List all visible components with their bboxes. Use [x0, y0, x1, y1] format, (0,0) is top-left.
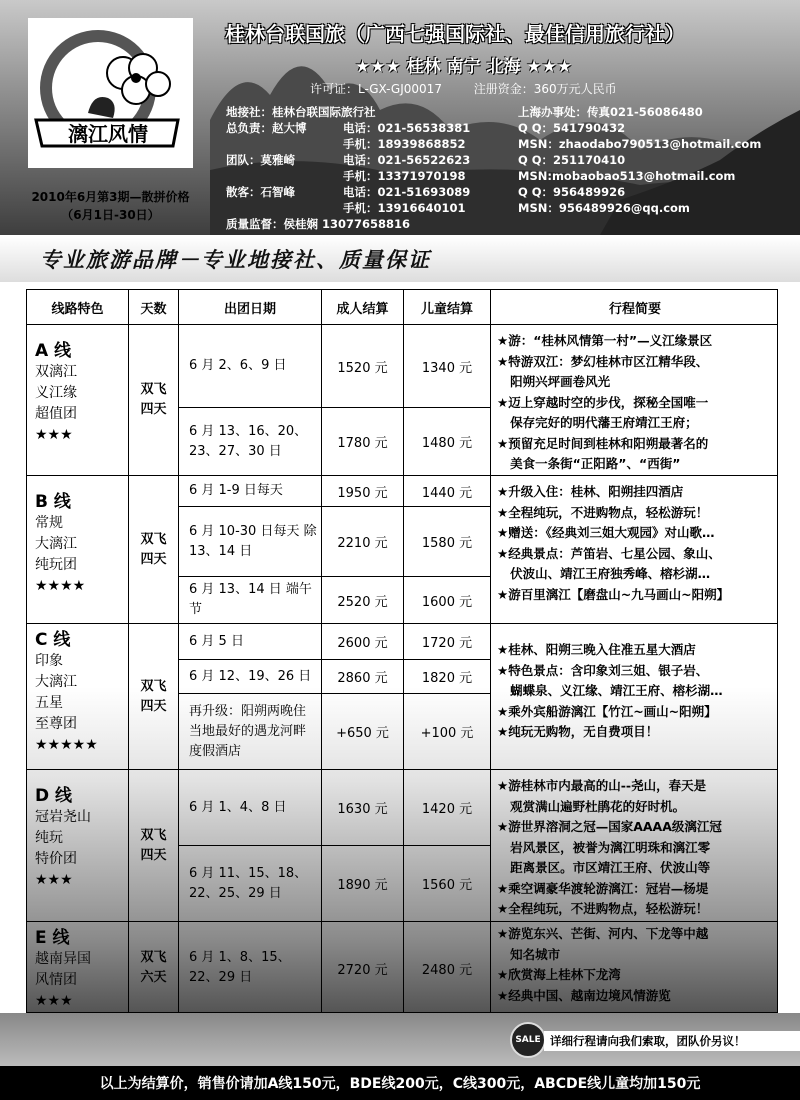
- departure-dates: 6 月 1-9 日每天: [179, 476, 322, 507]
- departure-dates: 6 月 12、19、26 日: [179, 660, 322, 694]
- departure-dates: 6 月 2、6、9 日: [179, 325, 322, 408]
- adult-price: 2860 元: [322, 660, 404, 694]
- adult-price: 2520 元: [322, 577, 404, 624]
- route-days: [129, 325, 179, 476]
- child-price: 1440 元: [404, 476, 491, 507]
- slogan-text: 专业旅游品牌－专业地接社、质量保证: [40, 248, 431, 272]
- itinerary-line: ★游桂林市内最高的山--尧山，春天是: [497, 778, 707, 793]
- route-desc: 至尊团: [35, 716, 77, 732]
- route-name: E 线: [35, 928, 70, 948]
- adult-price: 1630 元: [322, 770, 404, 846]
- contact-tel: 电话：021-51693089: [343, 185, 471, 199]
- col-header-days: 天数: [129, 290, 179, 325]
- issue-dates: （6月1日-30日）: [61, 208, 160, 222]
- route-name: D 线: [35, 786, 73, 806]
- adult-price: 2600 元: [322, 624, 404, 660]
- license-info: [310, 80, 645, 97]
- contact-qq: Q Q：251170410: [518, 153, 626, 167]
- route-b: [27, 476, 129, 624]
- col-header-route: 线路特色: [27, 290, 129, 325]
- route-name: B 线: [35, 492, 71, 512]
- child-price: +100 元: [404, 694, 491, 770]
- contact-tel: 电话：021-56538381: [343, 121, 471, 135]
- upgrade-option: 再升级：阳朔两晚住当地最好的遇龙河畔度假酒店: [179, 694, 322, 770]
- route-desc: 印象: [35, 653, 63, 669]
- issue-info: [18, 188, 203, 224]
- itinerary-line: 蝴蝶泉、义江缘、靖江王府、榕杉湖…: [497, 683, 723, 698]
- route-desc: 越南异国: [35, 951, 91, 967]
- itinerary-line: 美食一条街“正阳路”、“西街”: [497, 456, 681, 471]
- route-desc: 大漓江: [35, 674, 77, 690]
- itinerary-line: ★游：“桂林风情第一村”—义江缘景区: [497, 333, 713, 348]
- itinerary-line: ★经典中国、越南边境风情游览: [497, 987, 671, 1003]
- child-price: 1420 元: [404, 770, 491, 846]
- contact-tel: 电话：021-56522623: [343, 153, 471, 167]
- child-price: 1480 元: [404, 408, 491, 476]
- contact-role: 散客：石智峰: [226, 185, 295, 199]
- sale-badge-icon: SALE: [510, 1022, 546, 1058]
- itinerary-line: 知名城市: [497, 946, 561, 962]
- col-header-adult: 成人结算: [322, 290, 404, 325]
- contact-qq: Q Q：956489926: [518, 185, 626, 199]
- adult-price: 1890 元: [322, 846, 404, 922]
- city-list: ★★★ 桂林 南宁 北海 ★★★: [355, 57, 573, 77]
- route-days: [129, 770, 179, 922]
- license-number: 许可证：L-GX-GJ00017: [310, 82, 442, 96]
- route-days: [129, 922, 179, 1013]
- adult-price: 1950 元: [322, 476, 404, 507]
- days-count: 四天: [140, 551, 167, 567]
- days-transport: 双飞: [140, 950, 167, 965]
- departure-dates: 6 月 1、4、8 日: [179, 770, 322, 846]
- days-count: 四天: [140, 698, 167, 714]
- route-desc: 五星: [35, 695, 63, 711]
- route-a: [27, 325, 129, 476]
- itinerary-line: ★游览东兴、芒街、河内、下龙等中越: [497, 926, 709, 941]
- itinerary-line: ★乘外宾船游漓江【竹江~画山~阳朔】: [497, 703, 717, 719]
- adult-price: +650 元: [322, 694, 404, 770]
- child-price: 1820 元: [404, 660, 491, 694]
- contact-qq: Q Q：541790432: [518, 121, 626, 135]
- itinerary-line: 伏波山、靖江王府独秀峰、榕杉湖…: [497, 566, 711, 581]
- route-days: [129, 624, 179, 770]
- contact-role: 总负责：赵大博: [226, 121, 307, 135]
- route-desc: 纯玩团: [35, 557, 77, 573]
- route-stars: ★★★★: [35, 578, 86, 594]
- itinerary-line: ★游世界溶洞之冠—国家AAAA级漓江冠: [497, 819, 722, 834]
- route-stars: ★★★: [35, 872, 73, 888]
- child-price: 2480 元: [404, 922, 491, 1013]
- itinerary-line: ★特游双江：梦幻桂林市区江精华段、: [497, 353, 709, 369]
- days-count: 六天: [140, 970, 167, 985]
- itinerary-e: [491, 922, 778, 1013]
- route-stars: ★★★: [35, 993, 73, 1009]
- child-price: 1720 元: [404, 624, 491, 660]
- route-desc: 风情团: [35, 972, 77, 988]
- route-desc: 大漓江: [35, 536, 77, 552]
- route-e: [27, 922, 129, 1013]
- contact-mobile: 手机：13371970198: [343, 169, 466, 183]
- registered-capital: 注册资金：360万元人民币: [473, 82, 617, 96]
- child-price: 1340 元: [404, 325, 491, 408]
- itinerary-line: 保存完好的明代藩王府靖江王府；: [497, 415, 698, 430]
- itinerary-line: ★游百里漓江【磨盘山~九马画山~阳朔】: [497, 586, 730, 602]
- days-transport: 双飞: [140, 827, 167, 843]
- local-agency: 地接社：桂林台联国际旅行社: [226, 105, 376, 119]
- route-c: [27, 624, 129, 770]
- route-desc: 义江缘: [35, 385, 77, 401]
- adult-price: 2210 元: [322, 507, 404, 577]
- route-desc: 冠岩尧山: [35, 809, 91, 825]
- itinerary-line: ★预留充足时间到桂林和阳朔最著名的: [497, 435, 709, 451]
- route-name: C 线: [35, 630, 71, 650]
- route-d: [27, 770, 129, 922]
- contact-mobile: 手机：18939868852: [343, 137, 466, 151]
- days-transport: 双飞: [140, 382, 167, 397]
- itinerary-line: ★欣赏海上桂林下龙湾: [497, 967, 621, 982]
- col-header-dates: 出团日期: [179, 290, 322, 325]
- child-price: 1600 元: [404, 577, 491, 624]
- price-table: [26, 289, 778, 1013]
- route-desc: 双漓江: [35, 364, 77, 380]
- itinerary-a: [491, 325, 778, 476]
- itinerary-line: ★全程纯玩，不进购物点，轻松游玩！: [497, 901, 709, 916]
- itinerary-c: [491, 624, 778, 770]
- departure-dates: 6 月 5 日: [179, 624, 322, 660]
- itinerary-line: ★桂林、阳朔三晚入住准五星大酒店: [497, 642, 696, 657]
- days-count: 四天: [140, 402, 167, 417]
- contact-msn: MSN:mobaobao513@hotmail.com: [518, 169, 736, 183]
- child-price: 1580 元: [404, 507, 491, 577]
- contact-mobile: 手机：13916640101: [343, 201, 466, 215]
- route-desc: 常规: [35, 515, 63, 531]
- departure-dates: 6 月 13、14 日 端午节: [179, 577, 322, 624]
- days-transport: 双飞: [140, 678, 167, 694]
- itinerary-b: [491, 476, 778, 624]
- days-transport: 双飞: [140, 531, 167, 547]
- adult-price: 2720 元: [322, 922, 404, 1013]
- route-desc: 超值团: [35, 406, 77, 422]
- itinerary-line: 岩风景区，被誉为漓江明珠和漓江零: [497, 839, 711, 855]
- slogan-band: [0, 236, 800, 282]
- sale-note: 详细行程请向我们索取，团队价另议！: [544, 1031, 800, 1051]
- col-header-child: 儿童结算: [404, 290, 491, 325]
- departure-dates: 6 月 10-30 日每天 除 13、14 日: [179, 507, 322, 577]
- route-name: A 线: [35, 341, 72, 361]
- departure-dates: 6 月 13、16、20、 23、27、30 日: [179, 408, 322, 476]
- contact-role: 团队：莫雅崎: [226, 153, 295, 167]
- route-desc: 纯玩: [35, 830, 63, 846]
- issue-period: 2010年6月第3期—散拼价格: [31, 190, 190, 204]
- col-header-itinerary: 行程简要: [491, 290, 778, 325]
- contact-msn: MSN：956489926@qq.com: [518, 201, 690, 215]
- days-count: 四天: [140, 847, 167, 863]
- itinerary-line: ★赠送：《经典刘三姐大观园》对山歌…: [497, 525, 715, 540]
- adult-price: 1780 元: [322, 408, 404, 476]
- child-price: 1560 元: [404, 846, 491, 922]
- itinerary-line: ★全程纯玩，不进购物点，轻松游玩！: [497, 504, 709, 520]
- footer-note: 以上为结算价，销售价请加A线150元，BDE线200元，C线300元，ABCDE线儿童均加150元: [0, 1066, 800, 1100]
- quality-supervisor: 质量监督：侯桂娴 13077658816: [226, 217, 411, 231]
- logo-emblem: [28, 18, 193, 168]
- itinerary-line: ★纯玩无购物，无自费项目！: [497, 724, 659, 739]
- agency-title: 桂林台联国旅（广西七强国际社、最佳信用旅行社）: [225, 22, 685, 46]
- adult-price: 1520 元: [322, 325, 404, 408]
- itinerary-line: ★升级入住：桂林、阳朔挂四酒店: [497, 484, 684, 499]
- itinerary-line: 距离景区。市区靖江王府、伏波山等: [497, 860, 711, 875]
- itinerary-line: ★乘空调豪华渡轮游漓江：冠岩—杨堤: [497, 880, 709, 896]
- itinerary-line: ★经典景点：芦笛岩、七星公园、象山、: [497, 545, 721, 561]
- route-desc: 特价团: [35, 851, 77, 867]
- contact-msn: MSN：zhaodabo790513@hotmail.com: [518, 137, 762, 151]
- route-stars: ★★★★★: [35, 737, 98, 753]
- itinerary-line: 阳朔兴坪画卷风光: [497, 374, 611, 389]
- itinerary-d: [491, 770, 778, 922]
- departure-dates: 6 月 1、8、15、 22、29 日: [179, 922, 322, 1013]
- itinerary-line: 观赏满山遍野杜鹃花的好时机。: [497, 798, 686, 814]
- itinerary-line: ★迈上穿越时空的步伐，探秘全国唯一: [497, 394, 709, 410]
- route-days: [129, 476, 179, 624]
- itinerary-line: ★特色景点：含印象刘三姐、银子岩、: [497, 662, 709, 678]
- departure-dates: 6 月 11、15、18、 22、25、29 日: [179, 846, 322, 922]
- shanghai-office: 上海办事处：传真021-56086480: [518, 105, 703, 119]
- logo-text: 漓江风情: [68, 122, 148, 146]
- route-stars: ★★★: [35, 427, 73, 443]
